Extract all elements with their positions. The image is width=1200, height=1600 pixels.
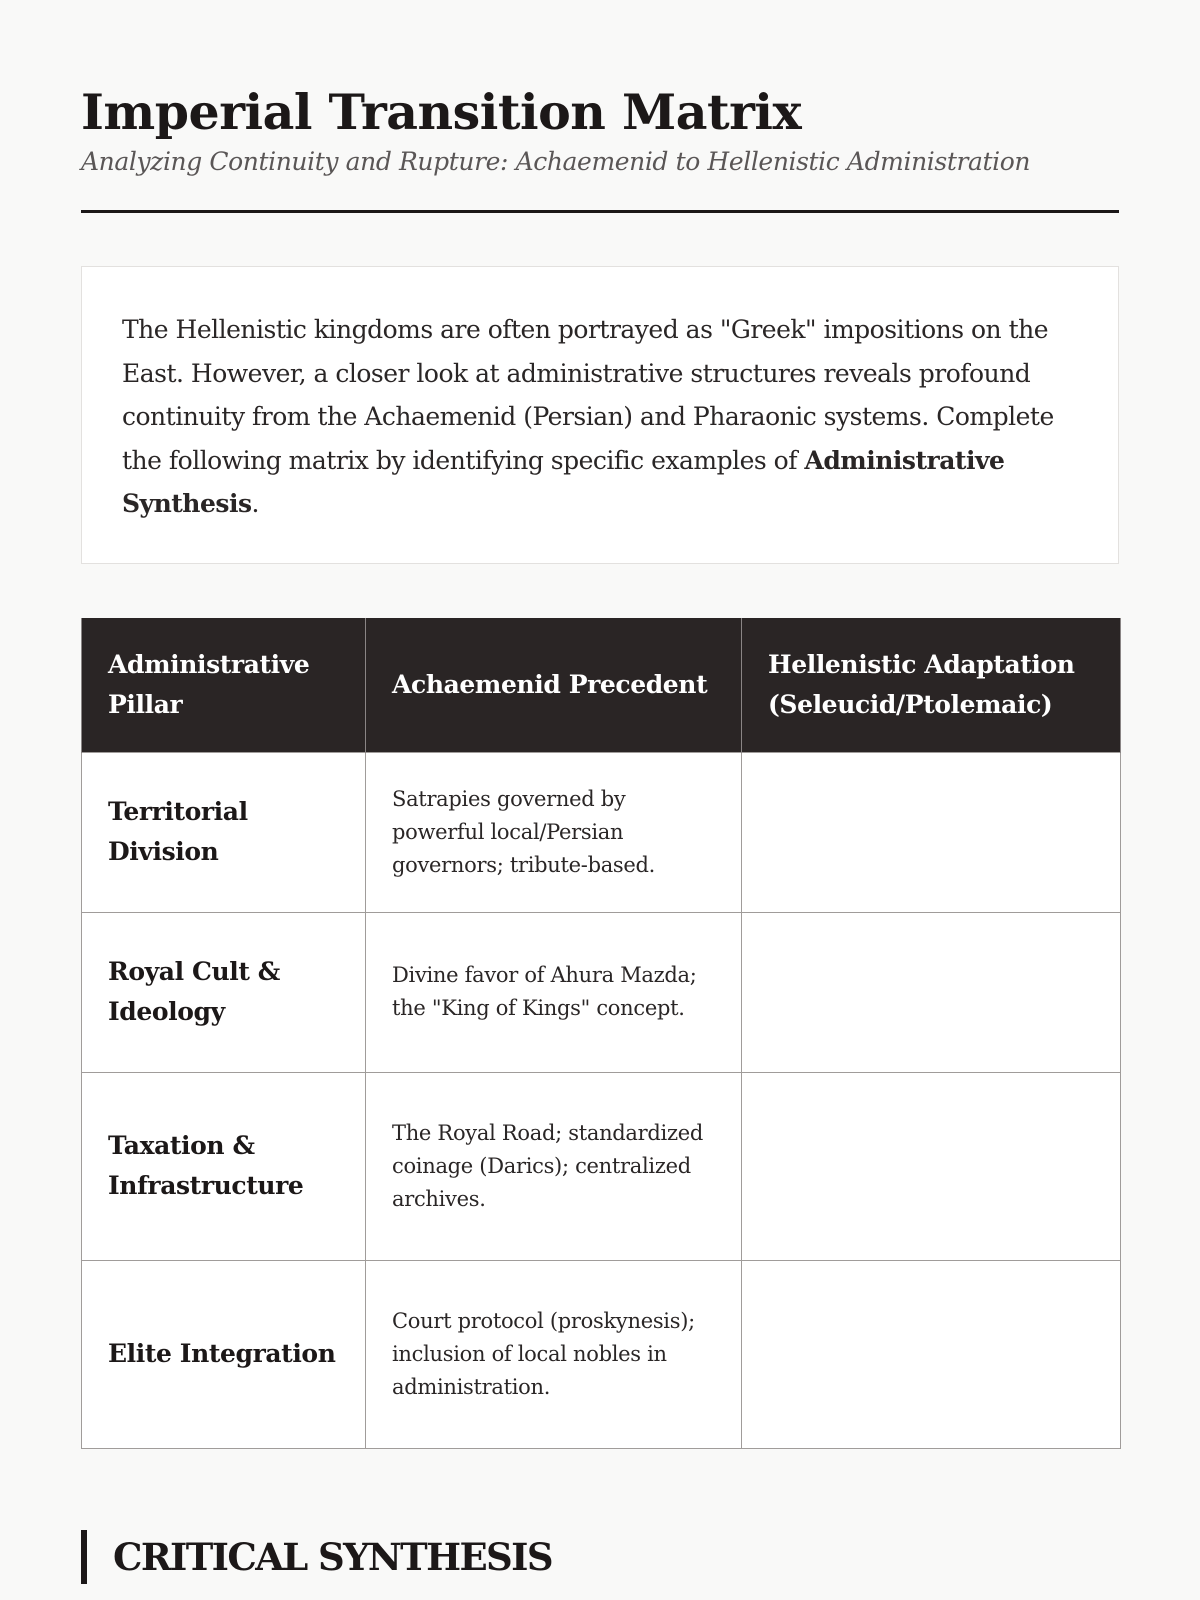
header-hellenistic-adaptation: Hellenistic Adaptation (Seleucid/Ptolemaic) (742, 618, 1121, 752)
intro-text: The Hellenistic kingdoms are often portrayed as "Greek" impositions on the East. However, a closer look at administrative structures reveals profound continuity from the Achaemenid (Persian) and Pharaonic systems. Complete the following matrix by identifying specific examples of (122, 315, 1054, 475)
table-row (82, 752, 1121, 912)
precedent-cell: Satrapies governed by powerful local/Persian governors; tribute-based. (366, 752, 742, 912)
table-row (82, 1072, 1121, 1260)
critical-synthesis-heading: CRITICAL SYNTHESIS (81, 1530, 552, 1584)
pillar-cell: Elite Integration (82, 1260, 366, 1448)
adaptation-answer-cell[interactable] (742, 912, 1121, 1072)
pillar-cell: Royal Cult & Ideology (82, 912, 366, 1072)
header-achaemenid-precedent: Achaemenid Precedent (366, 618, 742, 752)
precedent-cell: The Royal Road; standardized coinage (Darics); centralized archives. (366, 1072, 742, 1260)
pillar-cell: Territorial Division (82, 752, 366, 912)
table-header-row (82, 618, 1121, 752)
precedent-cell: Divine favor of Ahura Mazda; the "King of Kings" concept. (366, 912, 742, 1072)
intro-emphasis: Administrative Synthesis (122, 445, 1005, 518)
header-administrative-pillar: Administrative Pillar (82, 618, 366, 752)
precedent-cell: Court protocol (proskynesis); inclusion of local nobles in administration. (366, 1260, 742, 1448)
adaptation-answer-cell[interactable] (742, 752, 1121, 912)
table-row (82, 1260, 1121, 1448)
adaptation-answer-cell[interactable] (742, 1260, 1121, 1448)
title-divider (81, 210, 1119, 213)
pillar-cell: Taxation & Infrastructure (82, 1072, 366, 1260)
adaptation-answer-cell[interactable] (742, 1072, 1121, 1260)
page-subtitle: Analyzing Continuity and Rupture: Achaemenid to Hellenistic Administration (81, 147, 1031, 176)
table-row (82, 912, 1121, 1072)
intro-text-end: . (251, 489, 259, 518)
intro-paragraph (122, 308, 1078, 526)
transition-matrix-table (81, 618, 1121, 1449)
intro-box (81, 266, 1119, 564)
page-title: Imperial Transition Matrix (81, 83, 802, 141)
